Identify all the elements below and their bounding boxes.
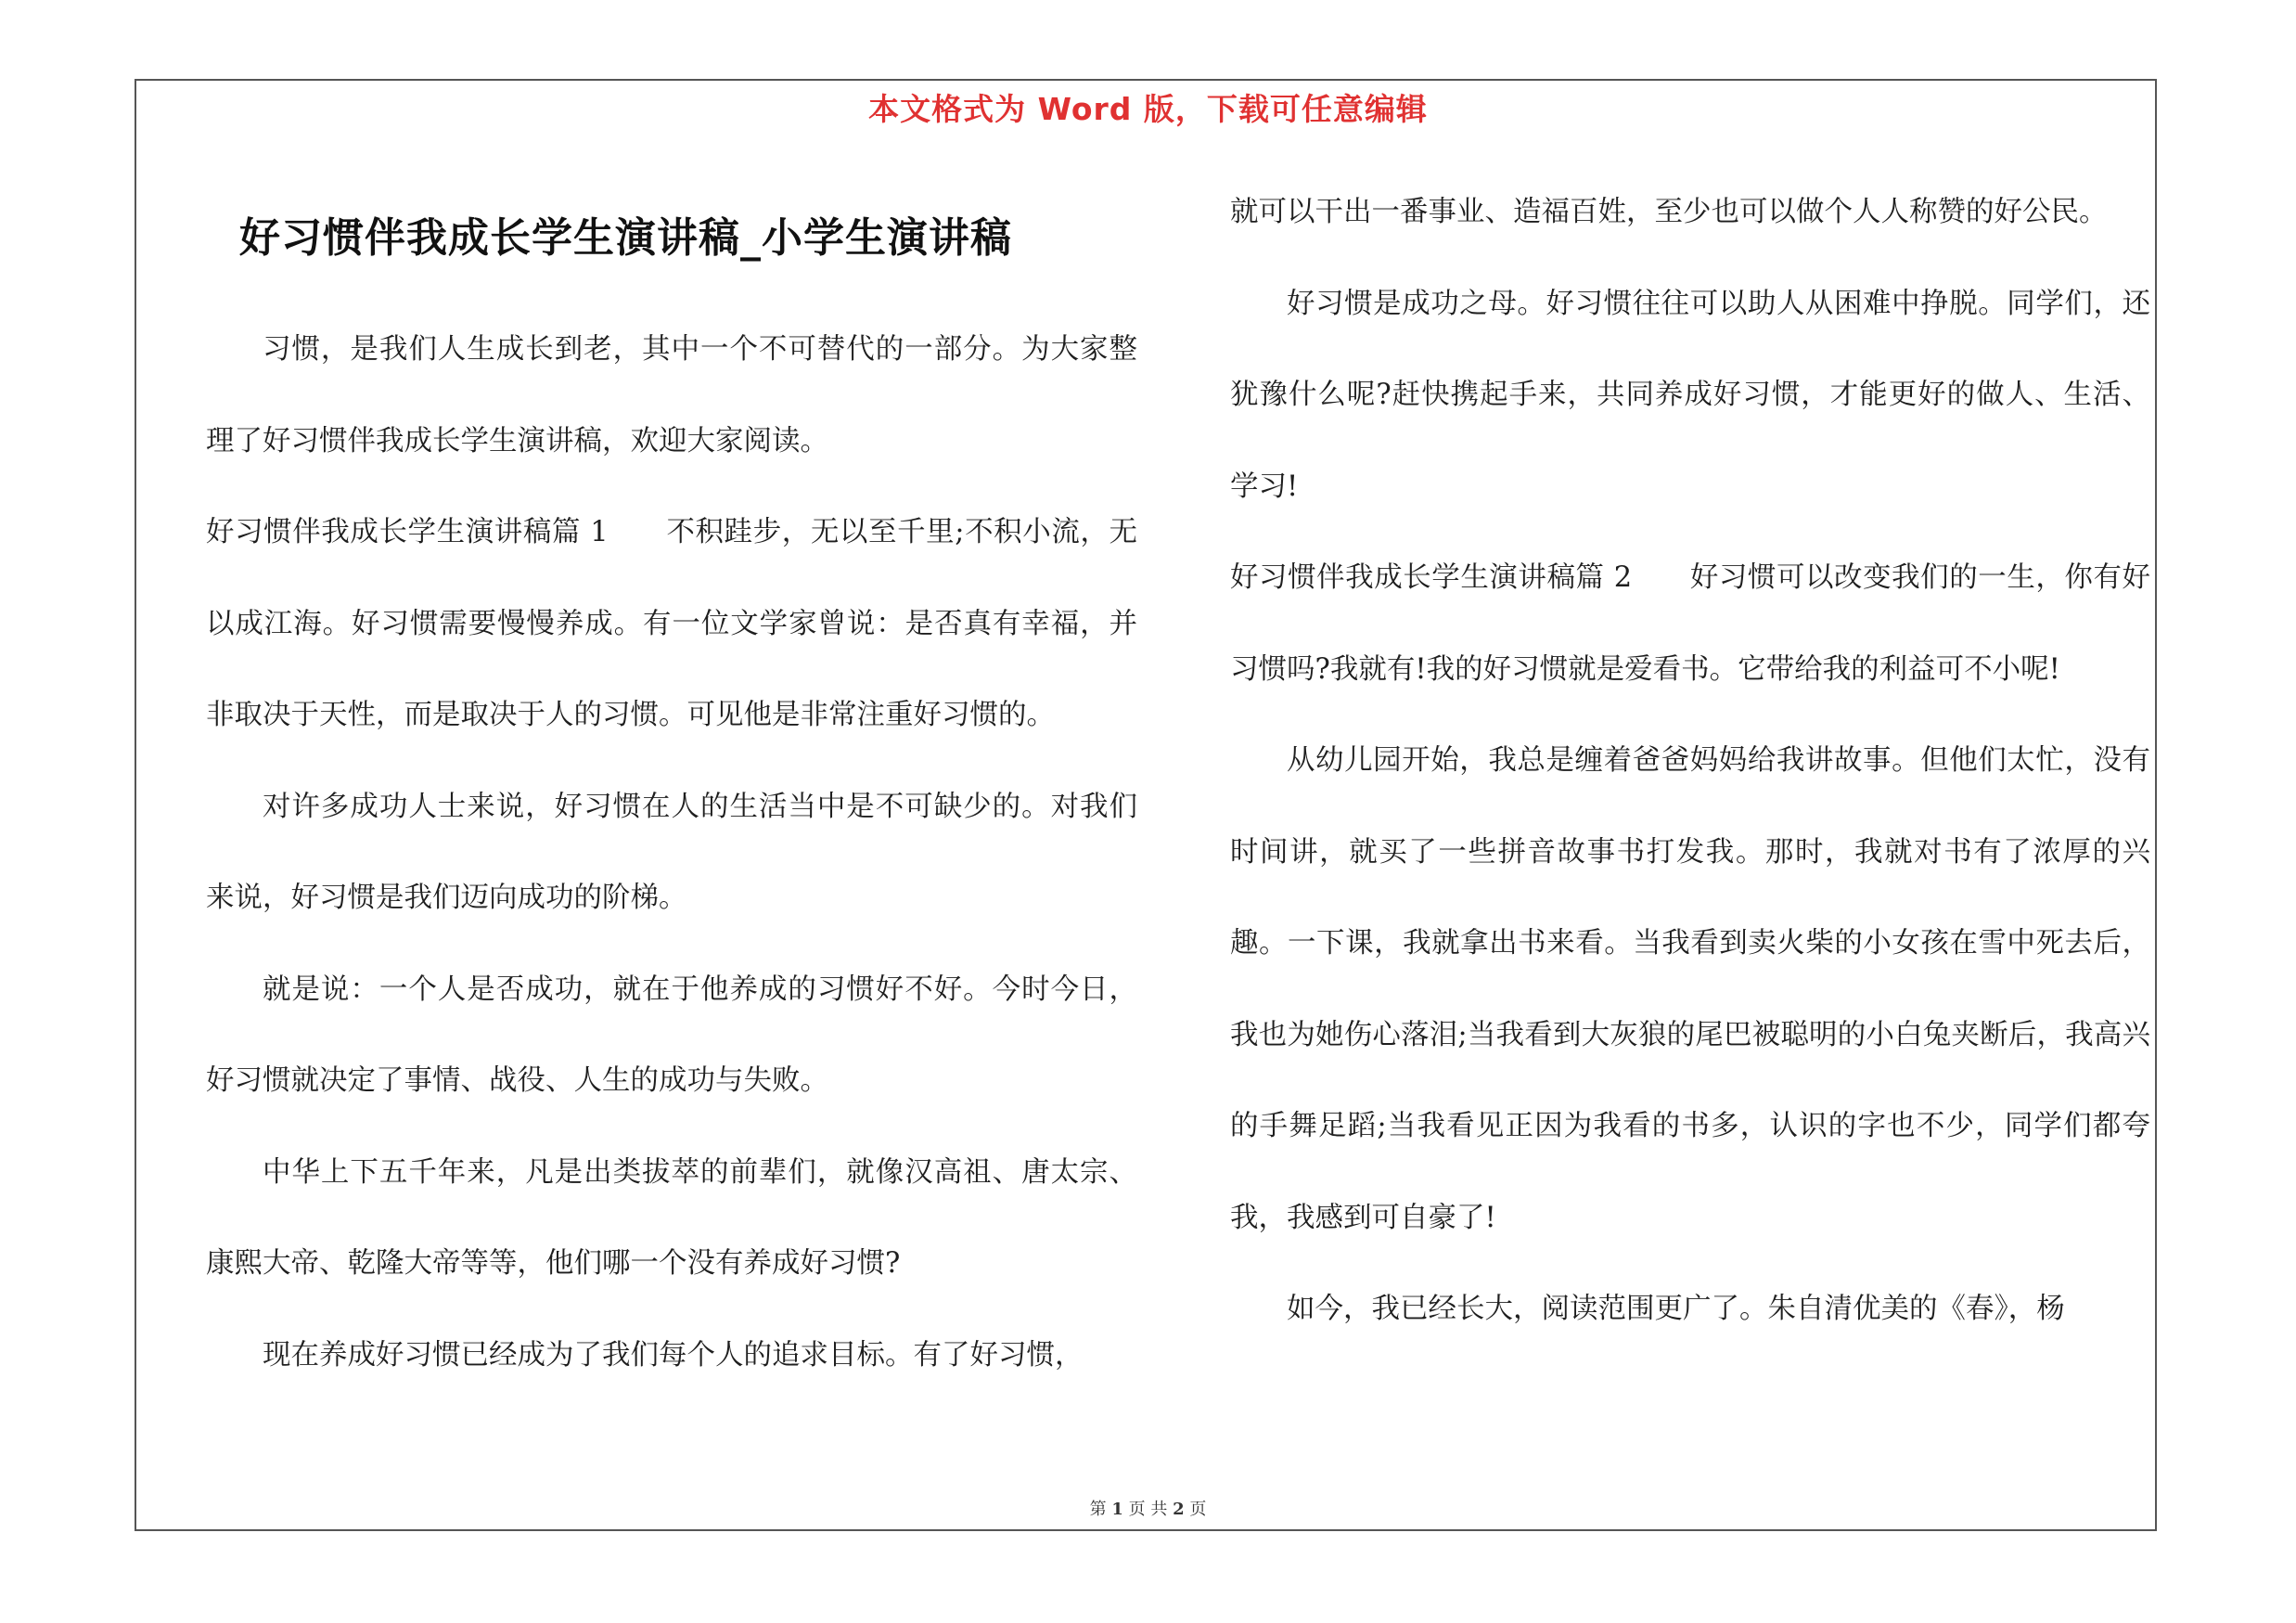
paragraph: 中华上下五千年来，凡是出类拔萃的前辈们，就像汉高祖、唐太宗、康熙大帝、乾隆大帝等等，他们哪一个没有养成好习惯? (206, 1155, 1137, 1280)
footer-middle: 页 共 (1128, 1500, 1168, 1519)
paragraph: 如今，我已经长大，阅读范围更广了。朱自清优美的《春》，杨 (1287, 1293, 2065, 1325)
footer-suffix: 页 (1189, 1500, 1207, 1519)
current-page-number: 1 (1111, 1500, 1123, 1519)
paragraph: 好习惯伴我成长学生演讲稿篇 1 不积跬步，无以至千里;不积小流，无以成江海。好习惯需要慢慢养成。有一位文学家曾说：是否真有幸福，并非取决于天性，而是取决于人的习惯。可见他是非常注重好习惯的。 (206, 516, 1137, 731)
footer-prefix: 第 (1089, 1500, 1107, 1519)
document-title: 好习惯伴我成长学生演讲稿_小学生演讲稿 (239, 214, 1012, 262)
format-banner: 本文格式为 Word 版，下载可任意编辑 (868, 91, 1428, 127)
paragraph: 对许多成功人士来说，好习惯在人的生活当中是不可缺少的。对我们来说，好习惯是我们迈向成功的阶梯。 (206, 790, 1137, 914)
left-column (206, 304, 1137, 1401)
right-column (1230, 167, 2150, 1356)
total-page-number: 2 (1173, 1500, 1185, 1519)
paragraph: 好习惯伴我成长学生演讲稿篇 2 好习惯可以改变我们的一生，你有好习惯吗?我就有!我的好习惯就是爱看书。它带给我的利益可不小呢! (1230, 561, 2150, 686)
paragraph: 好习惯是成功之母。好习惯往往可以助人从困难中挣脱。同学们，还犹豫什么呢?赶快携起手来，共同养成好习惯，才能更好的做人、生活、学习! (1230, 287, 2150, 503)
paragraph: 就是说：一个人是否成功，就在于他养成的习惯好不好。今时今日，好习惯就决定了事情、战役、人生的成功与失败。 (206, 973, 1137, 1097)
paragraph: 现在养成好习惯已经成为了我们每个人的追求目标。有了好习惯， (263, 1338, 1084, 1372)
page-footer (0, 1496, 2296, 1520)
paragraph: 就可以干出一番事业、造福百姓，至少也可以做个人人称赞的好公民。 (1230, 196, 2108, 228)
paragraph: 从幼儿园开始，我总是缠着爸爸妈妈给我讲故事。但他们太忙，没有时间讲，就买了一些拼音故事书打发我。那时，我就对书有了浓厚的兴趣。一下课，我就拿出书来看。当我看到卖火柴的小女孩在雪中死去后，我也为她伤心落泪;当我看到大灰狼的尾巴被聪明的小白兔夹断后，我高兴的手舞足蹈;当我看见正因为我看的书多，认识的字也不少，同学们都夸我，我感到可自豪了! (1230, 744, 2150, 1234)
paragraph: 习惯，是我们人生成长到老，其中一个不可替代的一部分。为大家整理了好习惯伴我成长学生演讲稿，欢迎大家阅读。 (206, 333, 1137, 457)
